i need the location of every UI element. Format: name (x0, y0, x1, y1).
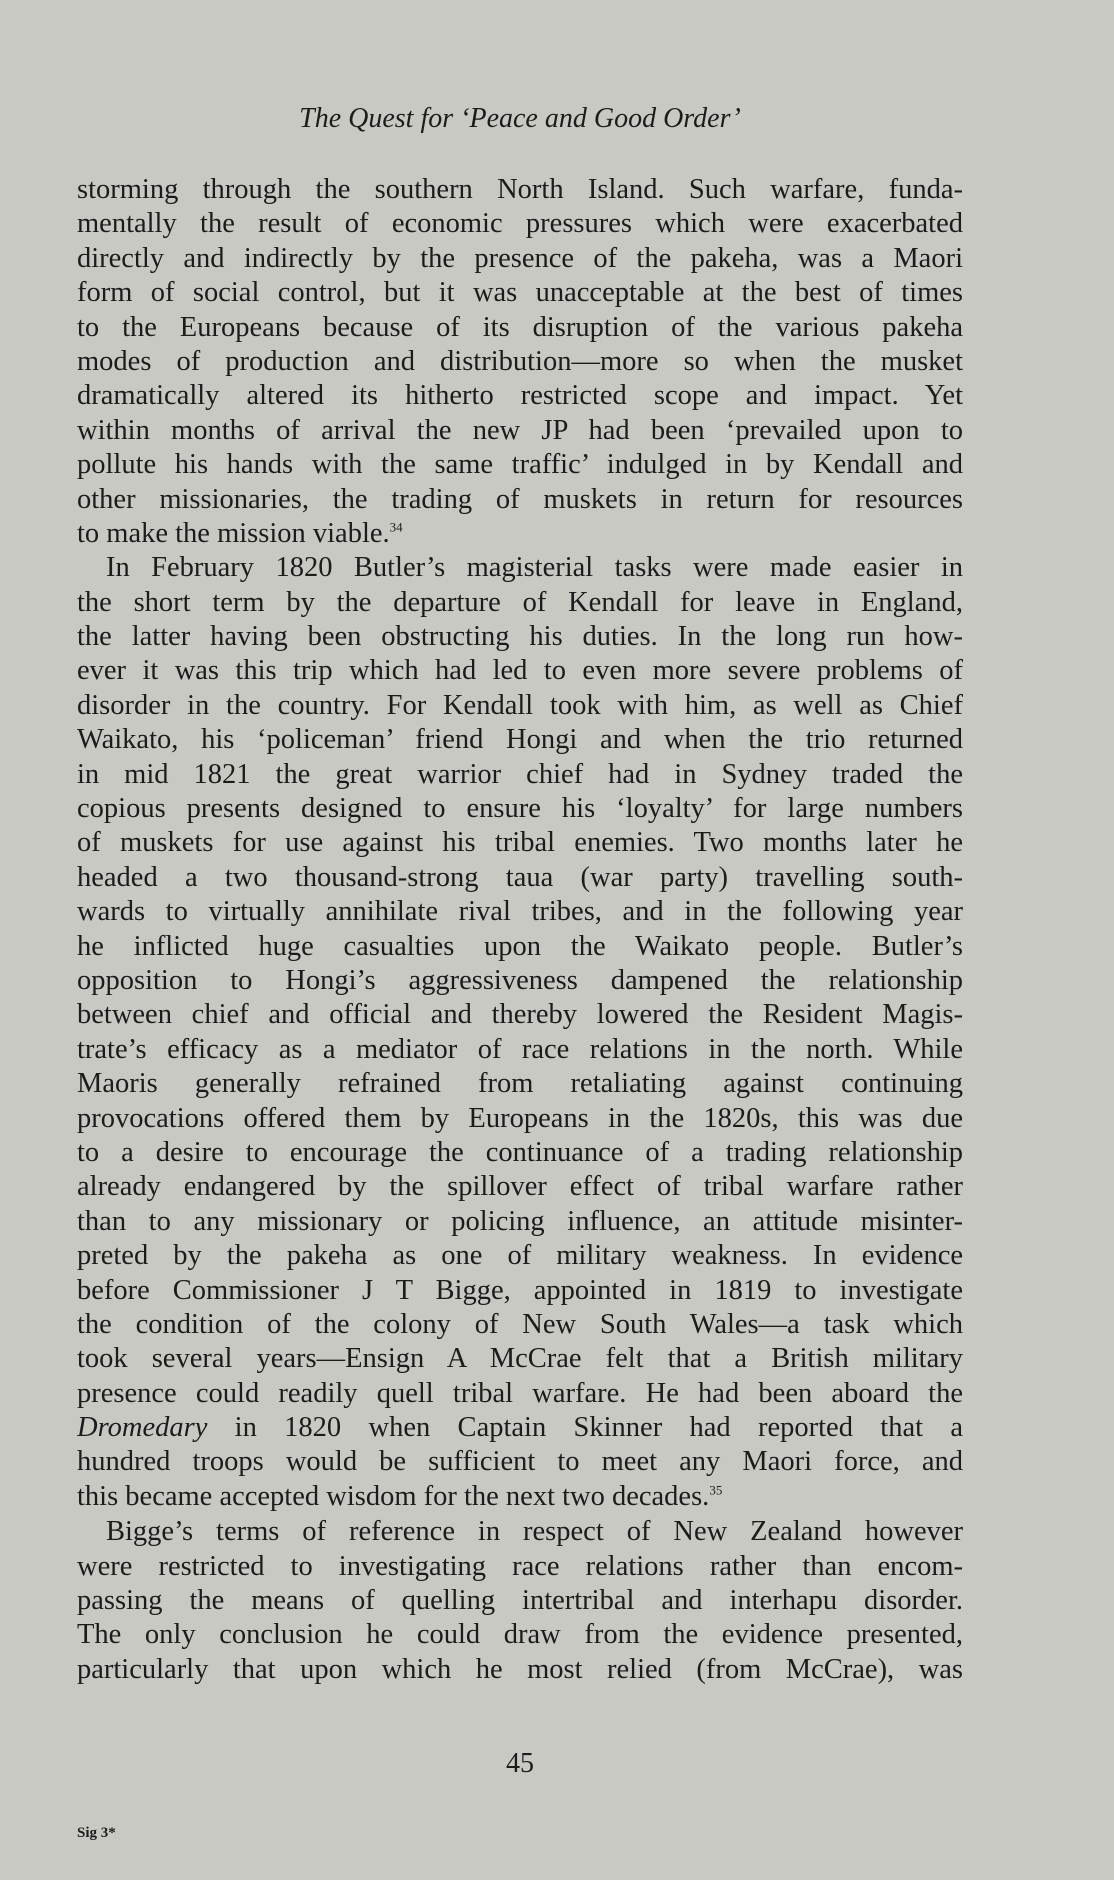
text-line: storming through the southern North Island. Such warfare, funda- (77, 174, 963, 205)
text-line: within months of arrival the new JP had been ‘prevailed upon to (77, 414, 963, 446)
text-line: modes of production and distribution—more so when the musket (77, 345, 963, 377)
text-line: of muskets for use against his tribal enemies. Two months later he (77, 827, 963, 859)
text-line: he inflicted huge casualties upon the Waikato people. Butler’s (77, 930, 963, 962)
text-line: particularly that upon which he most relied (from McCrae), was (77, 1653, 963, 1685)
text-line: Bigge’s terms of reference in respect of New Zealand however (106, 1516, 963, 1548)
signature-mark: Sig 3* (77, 1825, 116, 1841)
paragraph (77, 1515, 963, 1687)
footnote-ref: 35 (709, 1482, 723, 1498)
text-line: were restricted to investigating race relations rather than encom- (77, 1550, 963, 1582)
text-line: dramatically altered its hitherto restricted scope and impact. Yet (77, 380, 963, 412)
text-line: provocations offered them by Europeans in the 1820s, this was due (77, 1102, 963, 1134)
text-line: presence could readily quell tribal warfare. He had been aboard the (77, 1377, 963, 1409)
text-line-content: in 1820 when Captain Skinner had reported that a (207, 1412, 963, 1444)
text-line-content: this became accepted wisdom for the next two decades. (77, 1480, 710, 1512)
text-line: the short term by the departure of Kendall for leave in England, (77, 586, 963, 618)
text-line: In February 1820 Butler’s magisterial tasks were made easier in (106, 552, 963, 584)
text-line: the condition of the colony of New South Wales—a task which (77, 1308, 963, 1340)
text-line: pollute his hands with the same traffic’ indulged in by Kendall and (77, 449, 963, 481)
text-line (77, 1480, 963, 1514)
text-line: between chief and official and thereby lowered the Resident Magis- (77, 999, 963, 1031)
running-header: The Quest for ‘Peace and Good Order’ (299, 103, 741, 134)
text-line: passing the means of quelling intertribal and interhapu disorder. (77, 1585, 963, 1617)
paragraph (77, 173, 963, 551)
text-line: mentally the result of economic pressures which were exacerbated (77, 208, 963, 240)
text-line (77, 517, 963, 551)
text-line: the latter having been obstructing his duties. In the long run how- (77, 621, 963, 653)
text-line: disorder in the country. For Kendall took with him, as well as Chief (77, 689, 963, 721)
text-line: The only conclusion he could draw from the evidence presented, (77, 1619, 963, 1651)
text-line: other missionaries, the trading of muskets in return for resources (77, 483, 963, 515)
paragraph (77, 551, 963, 1514)
text-line: to the Europeans because of its disruption of the various pakeha (77, 311, 963, 343)
page-number: 45 (506, 1748, 534, 1779)
text-line: before Commissioner J T Bigge, appointed in 1819 to investigate (77, 1274, 963, 1306)
text-line: preted by the pakeha as one of military weakness. In evidence (77, 1240, 963, 1272)
text-line: headed a two thousand-strong taua (war party) travelling south- (77, 861, 963, 893)
text-line: form of social control, but it was unacceptable at the best of times (77, 277, 963, 309)
body-text (77, 173, 963, 1687)
ship-name: Dromedary (77, 1412, 208, 1444)
text-line: Waikato, his ‘policeman’ friend Hongi and when the trio returned (77, 724, 963, 756)
footnote-ref: 34 (389, 519, 403, 535)
text-line: directly and indirectly by the presence of the pakeha, was a Maori (77, 242, 963, 274)
text-line: trate’s efficacy as a mediator of race relations in the north. While (77, 1033, 963, 1065)
text-line-content: to make the mission viable. (77, 517, 390, 549)
text-line: in mid 1821 the great warrior chief had in Sydney traded the (77, 758, 963, 790)
text-line: to a desire to encourage the continuance of a trading relationship (77, 1136, 963, 1168)
text-line: copious presents designed to ensure his ‘loyalty’ for large numbers (77, 793, 963, 825)
text-line: than to any missionary or policing influence, an attitude misinter- (77, 1205, 963, 1237)
text-line: Maoris generally refrained from retaliating against continuing (77, 1068, 963, 1100)
text-line: hundred troops would be sufficient to meet any Maori force, and (77, 1446, 963, 1478)
text-line: took several years—Ensign A McCrae felt that a British military (77, 1343, 963, 1375)
text-line: already endangered by the spillover effect of tribal warfare rather (77, 1171, 963, 1203)
text-line: wards to virtually annihilate rival tribes, and in the following year (77, 896, 963, 928)
text-line: opposition to Hongi’s aggressiveness dampened the relationship (77, 964, 963, 996)
text-line: ever it was this trip which had led to even more severe problems of (77, 655, 963, 687)
text-line (77, 1411, 963, 1445)
